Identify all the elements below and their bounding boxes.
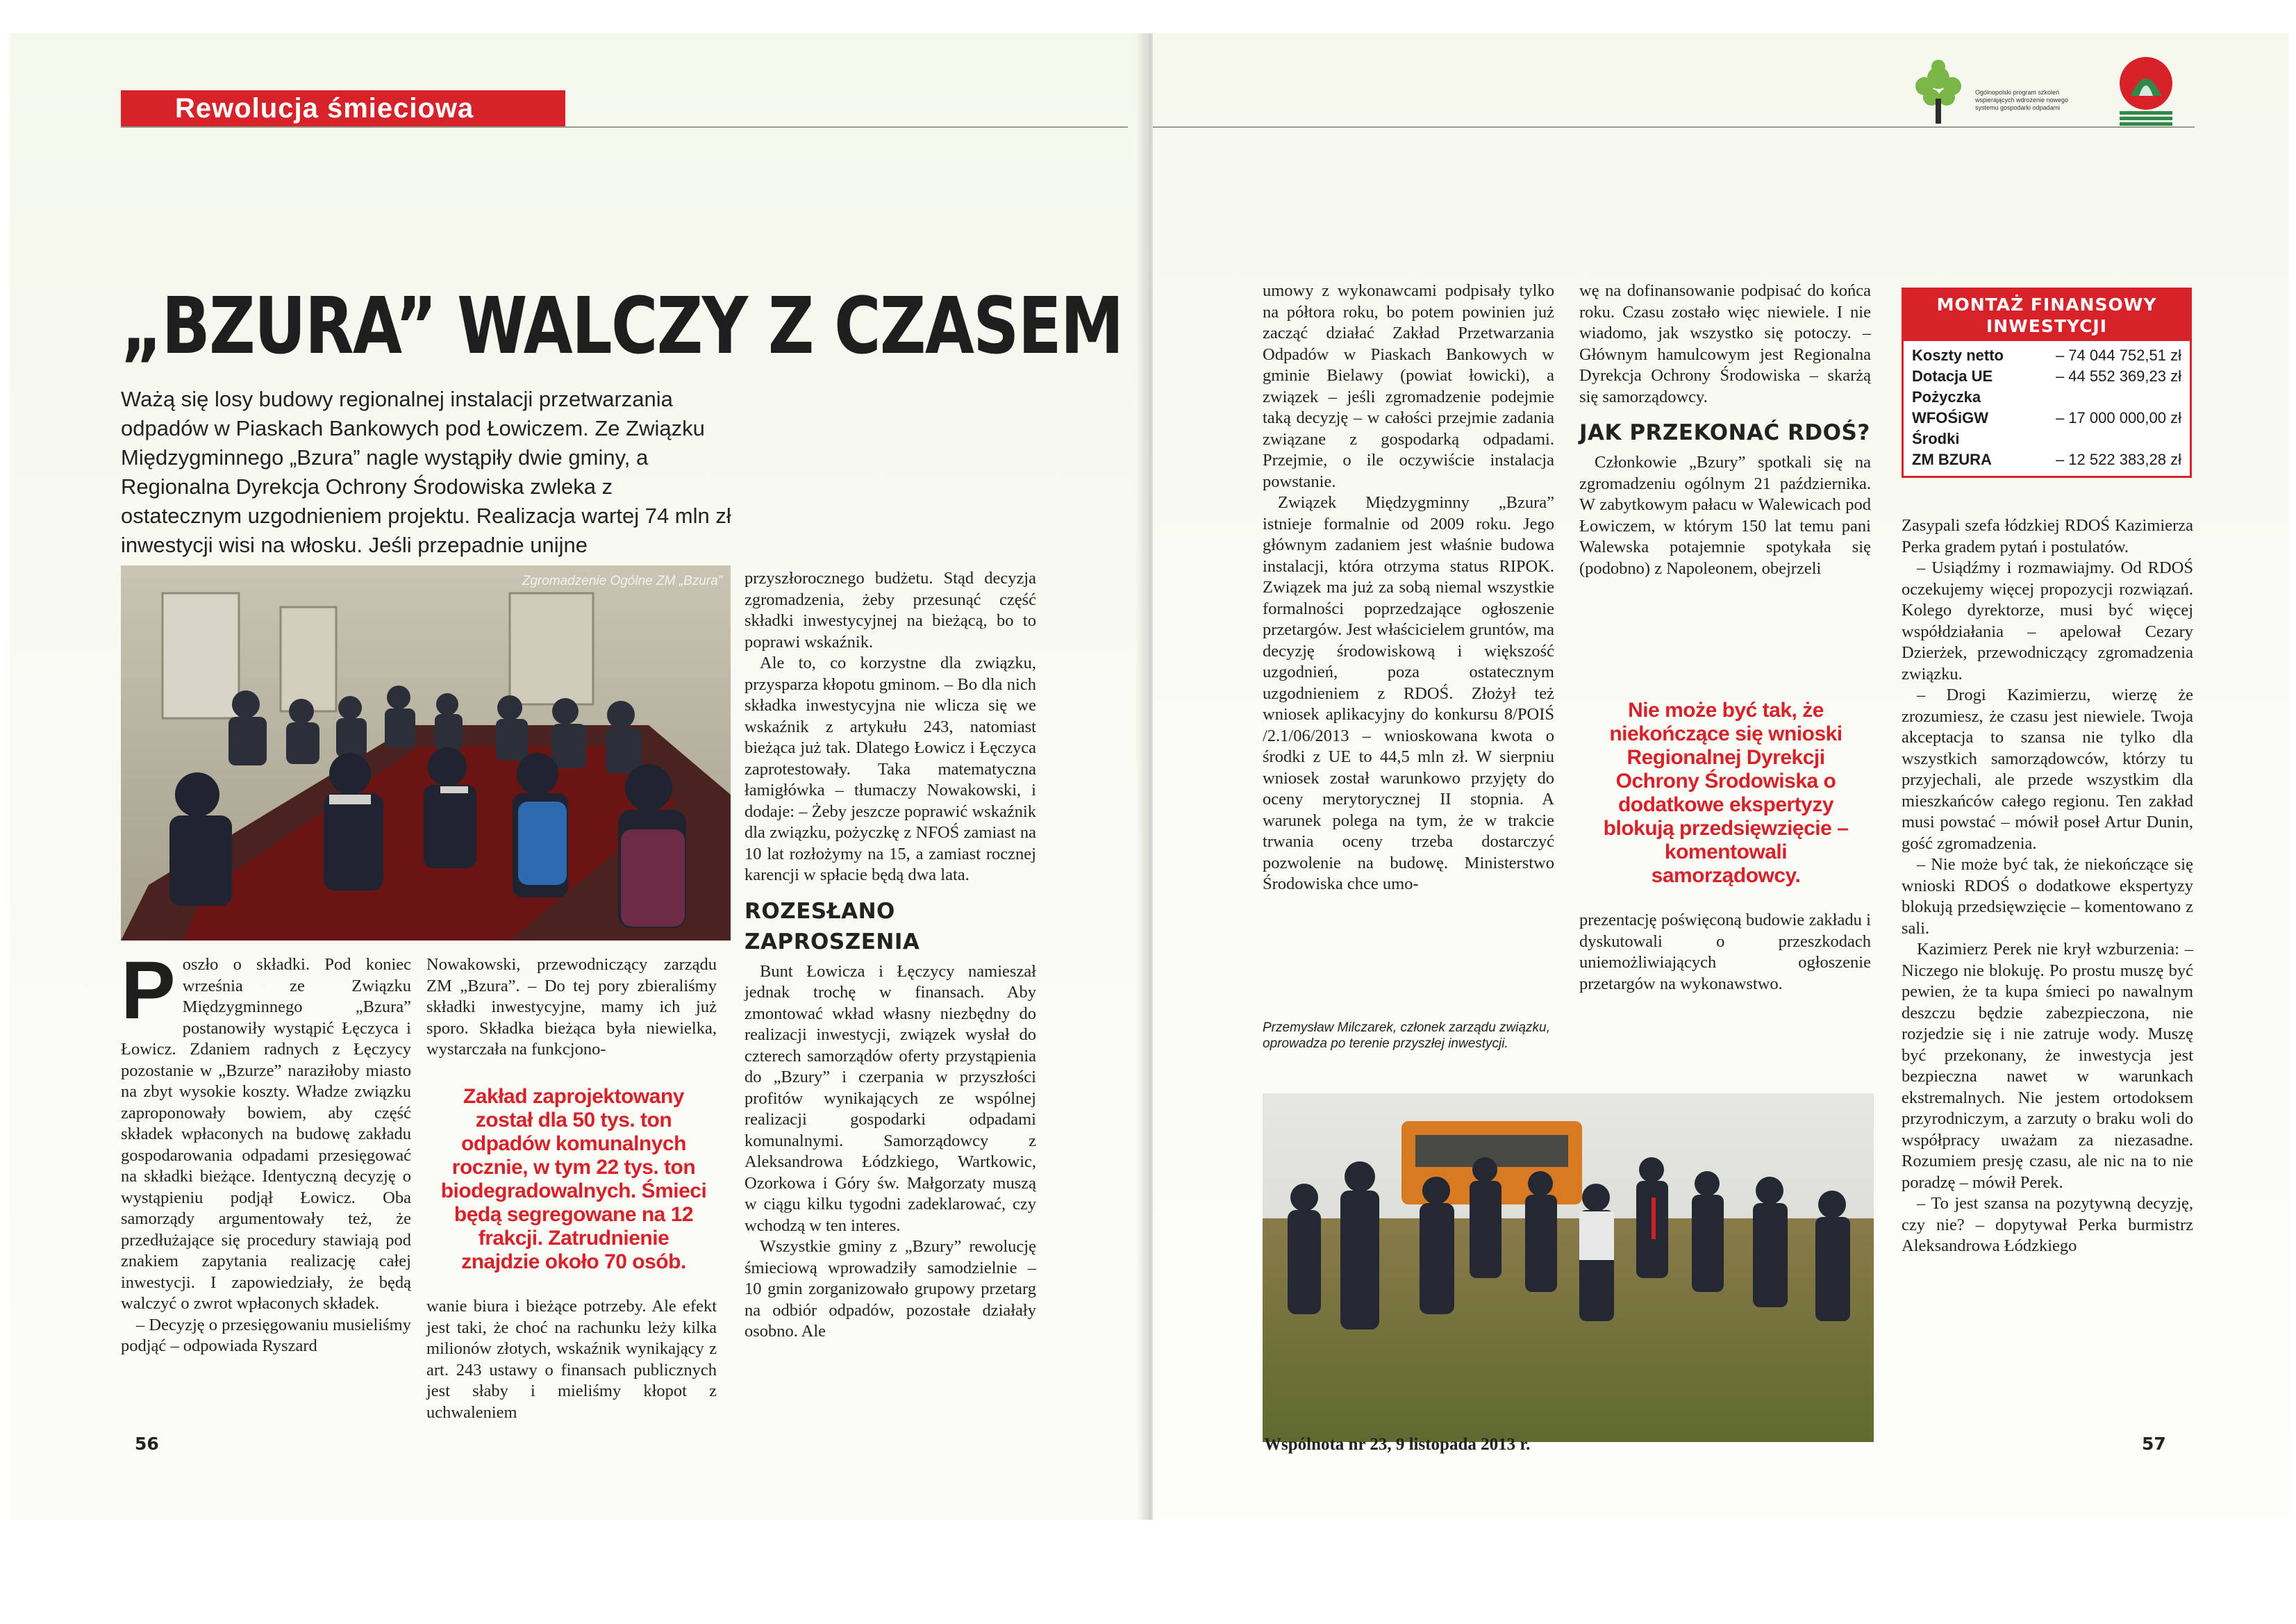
financing-row (1904, 408, 2190, 429)
subheading: JAK PRZEKONAĆ RDOŚ? (1579, 420, 1870, 445)
site-visit-photo-image (1263, 1093, 1874, 1442)
article-column-3 (744, 568, 1036, 1343)
row-amount: – 17 000 000,00 zł (2055, 409, 2181, 426)
financing-row (1904, 387, 2190, 408)
row-label: ZM BZURA (1912, 451, 1992, 468)
paragraph: oszło o składki. Pod koniec września ze Związku Międzygminnego „Bzura” postanowiły wystąpić Łęczyca i Łowicz. Zdaniem radnych z Łęczycy pozostanie w „Bzurze” naraziłoby miasto na zbyt wysokie koszty. Władze związku zaproponowały bowiem, aby część składek wpłaconych na budowę zakładu gospodarowania odpadami przesięgować na składki bieżące. Identyczną decyzję o wystąpieniu podjął Łowicz. Oba samorządy argumentowały też, że przedłużające się procedury stawiają pod znakiem zapytania realizację całej inwestycji. I zapowiedziały, że będą walczyć o zwrot wpłaconych składek. (121, 955, 411, 1313)
paragraph: Wszystkie gminy z „Bzury” rewolucję śmieciową wprowadziły samodzielnie – 10 gmin zorganizowało grupowy przetarg na odbiór odpadów, pozostałe działały osobno. Ale (744, 1237, 1036, 1341)
pull-quote: Nie może być tak, że niekończące się wnioski Regionalnej Dyrekcji Ochrony Środowiska o dodatkowe ekspertyzy blokują przedsięwzięcie – komentowali samorządowcy. (1603, 699, 1849, 887)
paragraph: Nowakowski, przewodniczący zarządu ZM „Bzura”. – Do tej pory zbieraliśmy składki inwestycyjne, mamy ich już sporo. Składka bieżąca była niewielka, wystarczała na funkcjono- (426, 955, 717, 1059)
photo-caption: Zgromadzenie Ogólne ZM „Bzura” (522, 574, 722, 588)
financing-row (1904, 429, 2190, 449)
paragraph: – Usiądźmy i rozmawiajmy. Od RDOŚ oczekujemy więcej propozycji rozwiązań. Kolego dyrektorze, musi być więcej współdziałania – apelował Cezary Dzierżek, przewodniczący zgromadzenia związku. (1902, 558, 2193, 683)
paragraph: przyszłorocznego budżetu. Stąd decyzja zgromadzenia, żeby przesunąć część składki inwestycyjnej na bieżącą, bo to poprawi wskaźnik. (744, 569, 1036, 652)
row-label: Środki (1912, 430, 1960, 447)
paragraph: Kazimierz Perek nie krył wzburzenia: – Niczego nie blokuję. Po prostu muszę być pewien, że ta kupa śmieci po nawalnym deszczu będzie zabezpieczona, nie rozjedzie się i nie zatruje wody. Muszę być przekonany, że inwestycja jest bezpieczna nawet w warunkach ekstremalnych. Nie jestem ortodoksem przyrodniczym, a zarzuty o braku woli do współpracy uważam za niezasadne. Rozumiem presję czasu, ale nic na to nie poradzę – mówił Perek. (1902, 940, 2193, 1192)
paragraph: – Decyzję o przesięgowaniu musieliśmy podjąć – odpowiada Ryszard (121, 1315, 411, 1355)
drop-cap: P (121, 945, 176, 1036)
issue-footer: Wspólnota nr 23, 9 listopada 2013 r. (1264, 1435, 1531, 1454)
paragraph: wę na dofinansowanie podpisać do końca roku. Czasu zostało więc niewiele. I nie wiadomo, jak wszystko się potoczy. – Głównym hamulcowym jest Regionalna Dyrekcja Ochrony Środowiska – skarżą się samorządowcy. (1579, 281, 1871, 406)
paragraph: prezentację poświęconą budowie zakładu i dyskutowali o przeszkodach uniemożliwiających ogłoszenie przetargów na wykonawstwo. (1579, 911, 1871, 993)
header-rule (121, 126, 1128, 128)
article-column-6 (1902, 515, 2193, 1257)
subheading: ROZESŁANO ZAPROSZENIA (744, 898, 920, 954)
row-label: Dotacja UE (1912, 367, 1993, 385)
paragraph: Członkowie „Bzury” spotkali się na zgromadzeniu ogólnym 21 października. W zabytkowym pałacu w Walewicach pod Łowiczem, w którym 150 lat temu pani Walewska potajemnie spotykała się (podobno) z Napoleonem, obejrzeli (1579, 453, 1871, 578)
article-column-1 (121, 945, 411, 1357)
financing-row (1904, 449, 2190, 470)
paragraph: wanie biura i bieżące potrzeby. Ale efekt jest taki, że choć na rachunku leży kilka milionów złotych, wskaźnik wynikający z art. 243 ustawy o finansach publicznych jest słaby i mieliśmy kłopot z uchwaleniem (426, 1297, 717, 1422)
paragraph: – Drogi Kazimierzu, wierzę że zrozumiesz, że czasu jest niewiele. Twoja akceptacja to szansa nie tylko dla wszystkich samorządowców, którzy tu przyjechali, ale przede wszystkim dla mieszkańców całego regionu. Ten zakład musi powstać – mówił poseł Artur Dunin, gość zgromadzenia. (1902, 686, 2193, 853)
program-logo-text: Ogólnopolski program szkoleń wspierających wdrożenie nowego systemu gospodarki odpadami (1975, 89, 2069, 111)
paragraph: Ale to, co korzystne dla związku, przysparza kłopotu gminom. – Bo dla nich składka inwestycyjna nie wlicza się we wskaźnik z artykułu 243, natomiast bieżąca już tak. Dlatego Łowicz i Łęczyca zaprotestowały. Taka matematyczna łamigłówka – tłumaczy Nowakowski, i dodaje: – Żeby jeszcze poprawić wskaźnik dla związku, pożyczkę z NFOŚ zamiast na 10 lat rozłożymy na 15, a zamiast rocznej karencji w spłacie będą dwa lata. (744, 654, 1036, 884)
row-label: WFOŚiGW (1912, 409, 1988, 426)
magazine-spread (10, 33, 2289, 1520)
lead-paragraph: Ważą się losy budowy regionalnej instalacji przetwarzania odpadów w Piaskach Bankowych pod Łowiczem. Ze Związku Międzygminnego „Bzura” nagle wystąpiły dwie gminy, a Regionalna Dyrekcja Ochrony Środowiska zwleka z ostatecznym uzgodnieniem projektu. Realizacja wartej 74 mln zł inwestycji wisi na włosku. Jeśli przepadnie unijne (121, 387, 731, 557)
paragraph: – Nie może być tak, że niekończące się wnioski RDOŚ o dodatkowe ekspertyzy blokują przedsięwzięcie – komentowano z sali. (1902, 855, 2193, 938)
page-number: 56 (135, 1434, 159, 1454)
row-amount: – 12 522 383,28 zł (2055, 451, 2181, 468)
page-number: 57 (2142, 1434, 2166, 1454)
header-rule (1153, 126, 2195, 128)
row-amount: – 74 044 752,51 zł (2055, 347, 2181, 364)
paragraph: Zasypali szefa łódzkiej RDOŚ Kazimierza Perka gradem pytań i postulatów. (1902, 516, 2193, 556)
article-column-5 (1579, 281, 1871, 579)
photo-caption: Przemysław Milczarek, członek zarządu związku, oprowadza po terenie przyszłej inwestycji. (1263, 1020, 1550, 1051)
row-label: Pożyczka (1912, 388, 1981, 406)
financing-row (1904, 345, 2190, 366)
paragraph: umowy z wykonawcami podpisały tylko na półtora roku, bo potem powinien już zacząć działać Zakład Przetwarzania Odpadów w Piaskach Bankowych w gminie Bielawy (powiat łowicki), a związek – jeśli zgromadzenie podejmie taką decyzję – w całości przejmie zadania związane z gospodarką odpadami. Przejmie, o ile oczywiście instalacja powstanie. (1263, 281, 1554, 491)
paragraph: Związek Międzygminny „Bzura” istnieje formalnie od 2009 roku. Jego głównym zadaniem jest właśnie budowa instalacji, która otrzyma status RIPOK. Związek ma już za sobą niemal wszystkie formalności poprzedzające ogłoszenie przetargów. Jest właścicielem gruntów, ma decyzję środowiskową i większość uzgodnień, poza ostatecznym uzgodnieniem z RDOŚ. Złożył też wniosek aplikacyjny do konkursu 8/POIŚ /2.1/06/2013 – wnioskowana kwota o środki z UE to 44,5 mln zł. W sierpniu wniosek został warunkowo przyjęty do oceny merytorycznej II stopnia. A warunek polega na tym, że w trakcie trwania oceny trzeba dostarczyć pozwolenie na budowę. Ministerstwo Środowiska chce umo- (1263, 493, 1554, 893)
pull-quote: Zakład zaprojektowany został dla 50 tys. ton odpadów komunalnych rocznie, w tym 22 tys. ton biodegradowalnych. Śmieci będą segregowane na 12 frakcji. Zatrudnienie znajdzie około 70 osób. (440, 1085, 707, 1273)
article-column-5-bottom (1579, 910, 1871, 995)
ministry-emblem-icon (2111, 54, 2181, 131)
section-tag: Rewolucja śmieciowa (121, 90, 565, 126)
right-page (1153, 33, 2289, 1520)
site-visit-photo (1263, 1020, 1874, 1442)
meeting-photo-image (121, 565, 731, 941)
article-column-4 (1263, 281, 1554, 895)
article-column-2-bottom (426, 1296, 717, 1423)
tree-logo-icon (1907, 57, 1970, 126)
row-label: Koszty netto (1912, 347, 2004, 364)
paragraph: Bunt Łowicza i Łęczycy namieszał jednak trochę w finansach. Aby zmontować wkład własny niezbędny do realizacji inwestycji, związek wysłał do czterech samorządów oferty przystąpienia do „Bzury” i czerpania w przyszłości profitów wynikających ze wspólnej realizacji gospodarki odpadami komunalnymi. Samorządowcy z Aleksandrowa Łódzkiego, Wartkowic, Ozorkowa i Góry św. Małgorzaty muszą w ciągu kilku tygodni zadeklarować, czy wchodzą w ten interes. (744, 961, 1036, 1235)
meeting-photo (121, 565, 731, 941)
row-amount: – 44 552 369,23 zł (2055, 367, 2181, 385)
financing-box (1902, 288, 2192, 478)
headline: „BZURA” WALCZY Z CZASEM (121, 281, 1123, 372)
financing-row (1904, 366, 2190, 387)
financing-box-title: MONTAŻ FINANSOWY INWESTYCJI (1904, 290, 2190, 341)
article-column-2 (426, 954, 717, 1061)
paragraph: – To jest szansa na pozytywną decyzję, czy nie? – dopytywał Perka burmistrz Aleksandrowa Łódzkiego (1902, 1194, 2193, 1255)
financing-table (1904, 341, 2190, 476)
left-page (10, 33, 1146, 1520)
